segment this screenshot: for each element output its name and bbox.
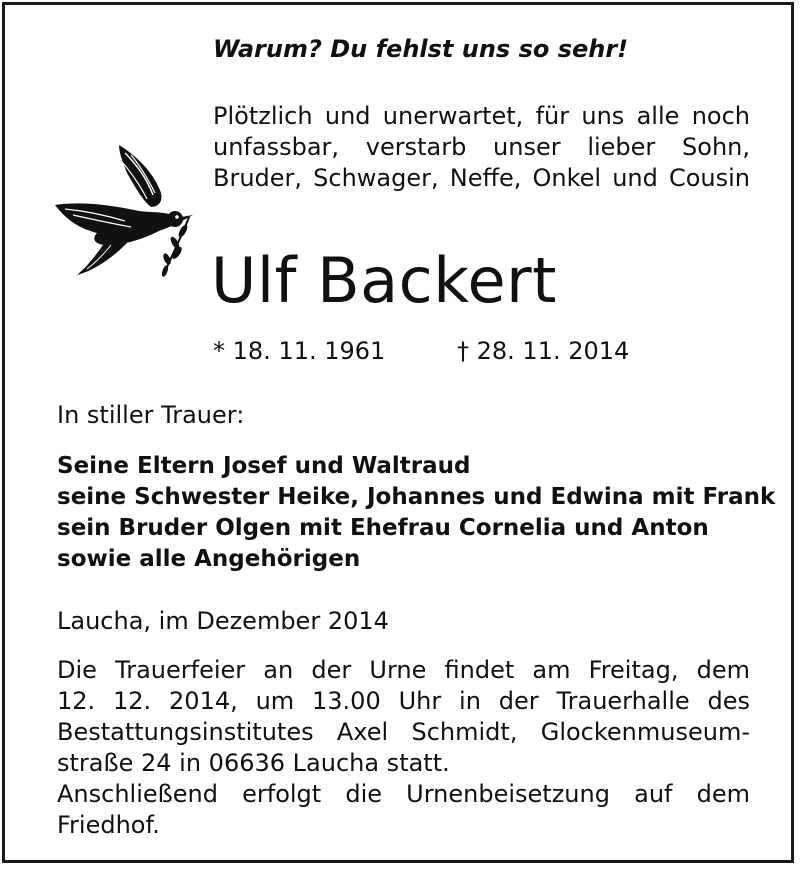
ceremony-line: Bestattungsinstitutes Axel Schmidt, Glockenmuseum- (57, 718, 750, 746)
obituary-frame (2, 2, 794, 863)
intro-line: Plötzlich und unerwartet, für uns alle noch (213, 102, 750, 130)
death-date: † 28. 11. 2014 (457, 337, 630, 365)
place-date: Laucha, im Dezember 2014 (57, 607, 389, 635)
birth-date: * 18. 11. 1961 (213, 337, 386, 365)
deceased-name: Ulf Backert (211, 244, 557, 317)
intro-line: Bruder, Schwager, Neffe, Onkel und Cousin (213, 164, 750, 192)
ceremony-line: straße 24 in 06636 Laucha statt. (57, 749, 450, 777)
family-line: sowie alle Angehörigen (57, 546, 361, 572)
ceremony-line: 12. 12. 2014, um 13.00 Uhr in der Trauerhalle des (57, 687, 750, 715)
ceremony-line: Anschließend erfolgt die Urnenbeisetzung auf dem (57, 780, 750, 808)
ceremony-text (57, 655, 750, 841)
family-line: seine Schwester Heike, Johannes und Edwina mit Frank (57, 484, 776, 510)
mourning-label: In stiller Trauer: (57, 401, 245, 429)
intro-line: unfassbar, verstarb unser lieber Sohn, (213, 133, 750, 161)
intro-text (213, 101, 750, 194)
family-line: Seine Eltern Josef und Waltraud (57, 453, 471, 479)
dove-with-olive-branch-icon (51, 141, 211, 281)
family-list (57, 451, 775, 575)
ceremony-line: Die Trauerfeier an der Urne findet am Freitag, dem (57, 656, 750, 684)
family-line: sein Bruder Olgen mit Ehefrau Cornelia und Anton (57, 515, 709, 541)
motto: Warum? Du fehlst uns so sehr! (213, 35, 629, 63)
ceremony-line: Friedhof. (57, 811, 160, 839)
